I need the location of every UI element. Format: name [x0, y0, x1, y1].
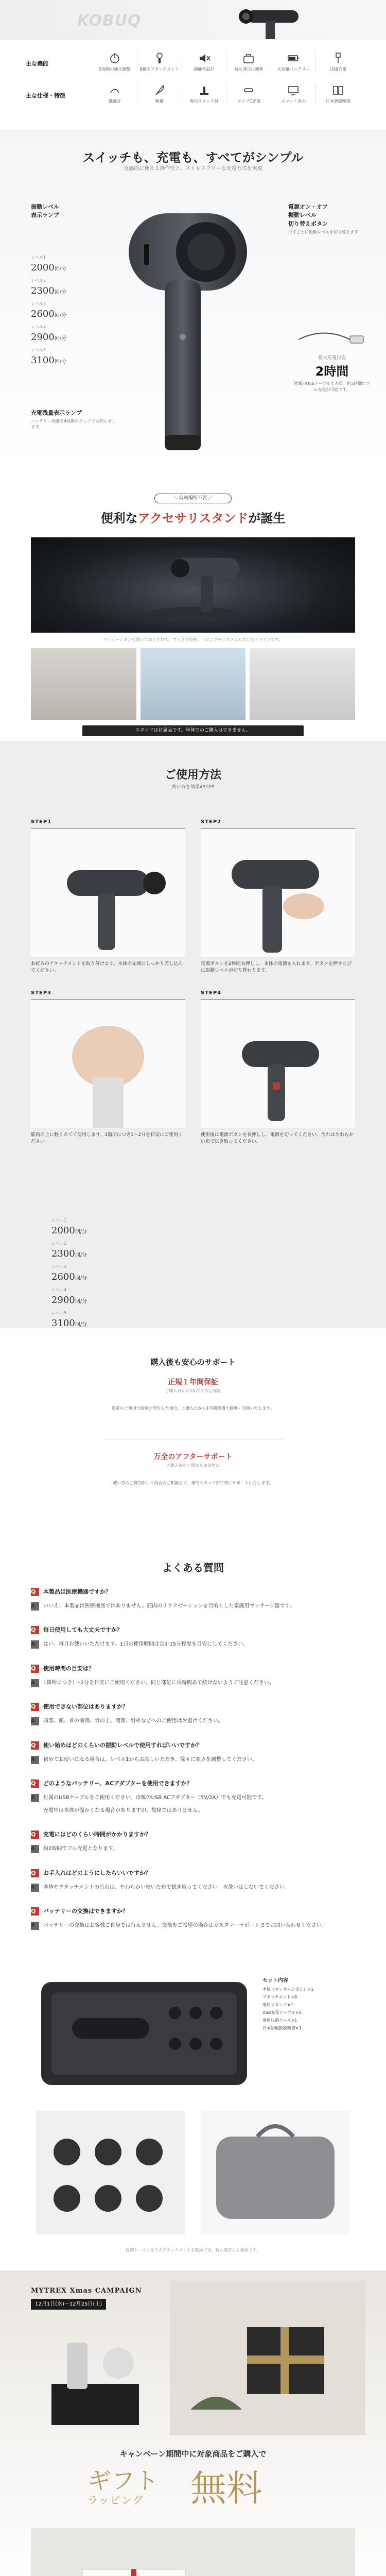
carry-case-open-image — [31, 1972, 257, 2095]
warranty-desc: 通常のご使用で故障が発生した場合、ご購入日から1年間無償で修理・交換いたします。 — [111, 1405, 275, 1411]
feature-item: 低騒音 — [93, 82, 137, 105]
charge-time: 最大充電目安 2時間 付属のUSBケーブルで充電。約2時間でフル充電が可能です。 — [293, 327, 371, 393]
faq-item: Q 使用できない部位はありますか？ A 頭部、顔、首の前側、骨の上、関節、脊椎などへのご使用はお避けください。 — [31, 1703, 355, 1730]
step-image — [31, 828, 185, 957]
level-item: レベル4 2900回/分 — [51, 1287, 87, 1306]
question-icon: Q — [31, 1780, 39, 1788]
usage-section — [0, 741, 386, 1328]
answer-icon: A — [31, 1922, 39, 1930]
switch-charge-section — [0, 130, 386, 473]
step-card: STEP3 筋肉の上に軽くあてて使用します。1箇所につき1〜2分を目安にご使用ください。 — [31, 989, 185, 1146]
vibration-levels — [31, 255, 108, 370]
question-icon: Q — [31, 1907, 39, 1916]
faq-section — [0, 1550, 386, 1961]
massage-gun-image — [108, 193, 273, 461]
faq-item: Q 毎日使用しても大丈夫ですか？ A はい、毎日お使いいただけます。1日の使用時間は合計15分程度を目安にしてください。 — [31, 1626, 355, 1653]
feature-row-label: 主な仕様・特徴 — [26, 92, 65, 99]
volume-mute-icon — [198, 52, 211, 65]
feature-item: 日本語説明書 — [315, 82, 360, 105]
feature-item: 5段階の強さ調整 — [93, 50, 137, 73]
display-icon — [287, 83, 300, 97]
question-icon: Q — [31, 1703, 39, 1711]
aftercare-desc: 使い方のご質問から不具合のご相談まで、専門スタッフが丁寧にサポートいたします。 — [113, 1480, 273, 1485]
power-button-callout: 電源オン・オフ 振動レベル 切り替えボタン 押すごとに振動レベルを切り替えます — [288, 203, 358, 235]
feature-item: 専用スタンド付 — [182, 82, 226, 105]
charge-lamp-callout: 充電残量表示ランプ バッテリー残量を4段階のランプでお知らせします。 — [31, 409, 116, 430]
aftercare-heading: 万全のアフターサポート ご購入後のご相談もお気軽に — [153, 1452, 233, 1468]
level-item: レベル5 3100回/分 — [31, 347, 67, 366]
question-icon: Q — [31, 1741, 39, 1750]
level-item: レベル3 2600回/分 — [31, 301, 67, 319]
answer-icon: A — [31, 1717, 39, 1725]
usb-cable-icon — [293, 327, 371, 352]
gift-image — [170, 2281, 365, 2435]
level-item: レベル1 2000回/分 — [31, 255, 67, 273]
thumbnail — [141, 648, 246, 720]
section-title: 購入後も安心のサポート — [150, 1357, 236, 1367]
thumbnail — [31, 648, 136, 720]
question-icon: Q — [31, 1869, 39, 1877]
campaign-headline: キャンペーン期間中に対象商品をご購入で — [119, 2449, 267, 2459]
answer-icon: A — [31, 1794, 39, 1802]
level-item: レベル5 3100回/分 — [51, 1310, 87, 1328]
features-section — [0, 40, 386, 130]
thumbnail — [250, 648, 355, 720]
section-subtitle: 直感的に使える操作性と、ストレスフリーな充電方式を実現 — [124, 165, 262, 172]
quiet-icon — [108, 83, 121, 97]
carry-case-closed-image — [196, 2106, 355, 2240]
gift-products-image — [31, 2322, 165, 2435]
usb-icon — [331, 52, 345, 65]
feature-row-spec — [26, 82, 360, 105]
faq-item: Q 使用時間の目安は？ A 1箇所につき1〜2分を目安にご使用ください。同じ部位に長時間あて続けないようご注意ください。 — [31, 1665, 355, 1692]
question-icon: Q — [31, 1831, 39, 1839]
faq-item: Q 充電にはどのくらい時間がかかりますか？ A 約2時間でフル充電となります。 — [31, 1831, 355, 1858]
feature-item: スマート表示 — [271, 82, 315, 105]
answer-icon: A — [31, 1640, 39, 1649]
faq-item: Q 使い始めはどのくらいの振動レベルで使用すればいいですか？ A 初めてお使いになる場合は、レベル1からお試しいただき、徐々に強さを調整してください。 — [31, 1741, 355, 1769]
step-card: STEP2 電源ボタンを2秒間長押しし、本体の電源を入れます。ボタンを押すたびに振動レベルが切り替わります。 — [201, 818, 355, 975]
warranty-heading: 正規１年間保証 ご購入日から1年間の安心保証 — [165, 1378, 221, 1393]
feature-row-label: 主な機能 — [26, 60, 48, 67]
attachment-icon — [153, 52, 166, 65]
power-icon — [108, 52, 121, 65]
section-title: ご使用方法 — [164, 768, 221, 782]
product-image — [216, 3, 314, 39]
feature-item: 大容量バッテリー — [271, 50, 315, 73]
list-item: 日本語取扱説明書×1 — [262, 2025, 302, 2030]
level-item: レベル3 2600回/分 — [51, 1264, 87, 1282]
set-contents-list: セット内容 本体（マッサージガン）×1 アタッチメント×8 専用スタンド×1 USB充電ケーブル×1 専用収納ケース×1 日本語取扱説明書×1 — [262, 1977, 360, 2033]
section-title: スイッチも、充電も、すべてがシンプル — [82, 150, 304, 165]
level-item: レベル1 2000回/分 — [51, 1217, 87, 1236]
feature-row-main — [26, 50, 360, 73]
list-item: アタッチメント×8 — [262, 1994, 297, 1999]
level-lamp-callout: 振動レベル 表示ランプ — [31, 203, 59, 219]
step-image — [201, 999, 355, 1128]
level-item: レベル2 2300回/分 — [31, 278, 67, 296]
battery-icon — [287, 52, 300, 65]
answer-icon: A — [31, 1845, 39, 1853]
level-item: レベル4 2900回/分 — [31, 324, 67, 343]
faq-item: Q お手入れはどのようにしたらいいですか？ A 本体やアタッチメントの汚れは、やわらかい乾いた布で拭き取ってください。水洗いはしないでください。 — [31, 1869, 355, 1896]
list-item: 専用収納ケース×1 — [262, 2018, 297, 2023]
stand-section — [0, 473, 386, 741]
brand-logo: KOBUQ — [77, 12, 142, 30]
stand-photo-art — [31, 537, 355, 633]
question-icon: Q — [31, 1626, 39, 1634]
hero-banner — [0, 0, 386, 40]
gift-wrapping-free: ギフト ラッピング 無料 — [87, 2466, 262, 2510]
type-c-icon — [242, 83, 255, 97]
attachments-image — [31, 2106, 190, 2240]
step-image — [201, 828, 355, 957]
stand-icon — [198, 83, 211, 97]
section-subtitle: 使い方を簡単4STEP — [171, 784, 215, 790]
faq-item: Q どのようなバッテリー、ACアダプターを使用できますか？ A 付属のUSBケーブルをご使用ください。市販のUSB ACアダプター（5V/2A）でも充電可能です。 充電中は本体が温かくなる場合がありますが、故障ではありません。 — [31, 1780, 267, 1814]
faq-item: Q バッテリーの交換はできますか？ A バッテリーの交換はお客様ご自身では行えません。交換をご希望の場合はカスタマーサポートまでお問い合わせください。 — [31, 1907, 355, 1935]
list-item: 本体（マッサージガン）×1 — [262, 1987, 314, 1992]
feature-item: タイプC充電 — [226, 82, 271, 105]
list-item: USB充電ケーブル×1 — [262, 2010, 302, 2015]
feature-item: 軽量 — [137, 82, 182, 105]
bag-icon — [242, 52, 255, 65]
feature-item: 8種のアタッチメント — [137, 50, 182, 73]
set-caption: 収納ケースに全てのアタッチメントを収納でき、持ち運びにも便利です。 — [126, 2247, 260, 2252]
step-image — [31, 999, 185, 1128]
list-item: 専用スタンド×1 — [262, 2002, 293, 2007]
question-icon: Q — [31, 1665, 39, 1673]
feature-item: 超静音設計 — [182, 50, 226, 73]
section-title: よくある質問 — [162, 1561, 224, 1574]
book-icon — [331, 83, 345, 97]
faq-item: Q 本製品は医療機器ですか？ A いいえ、本製品は医療機器ではありません。筋肉のリラクゼーションを目的とした家庭用マッサージ器です。 — [31, 1588, 355, 1615]
wrapped-box-image — [31, 2528, 355, 2576]
section-title: 便利なアクセサリスタンドが誕生 — [100, 511, 286, 526]
feature-item: 持ち運びに便利 — [226, 50, 271, 73]
feature-item: USB充電 — [315, 50, 360, 73]
feather-icon — [153, 83, 166, 97]
step-card: STEP1 お好みのアタッチメントを取り付けます。本体の先端にしっかり差し込んでください。 — [31, 818, 185, 975]
question-icon: Q — [31, 1588, 39, 1596]
usage-levels — [51, 1217, 87, 1328]
stand-photo — [31, 537, 355, 633]
section-pill: ＼ 収納場所不要 ／ — [154, 494, 232, 504]
stand-caption: マッサージガンを置いておくだけで、すっきり収納。リビングやデスクにもなじむデザインです。 — [103, 637, 283, 642]
answer-icon: A — [31, 1679, 39, 1687]
stand-note: スタンドは付属品です。単体でのご購入はできません。 — [82, 725, 304, 737]
answer-icon: A — [31, 1756, 39, 1764]
stand-thumbnails — [31, 648, 355, 720]
level-item: レベル2 2300回/分 — [51, 1241, 87, 1259]
campaign-section — [0, 2270, 386, 2576]
support-section — [0, 1328, 386, 1550]
step-card: STEP4 使用後は電源ボタンを長押しし、電源を切ってください。汚れはやわらかい布で拭き取ってください。 — [201, 989, 355, 1146]
set-contents-section — [0, 1961, 386, 2270]
campaign-banner: MYTREX Xmas CAMPAIGN 12月1日(水)〜12月25日(土) — [31, 2286, 160, 2310]
answer-icon: A — [31, 1884, 39, 1892]
answer-icon: A — [31, 1602, 39, 1611]
